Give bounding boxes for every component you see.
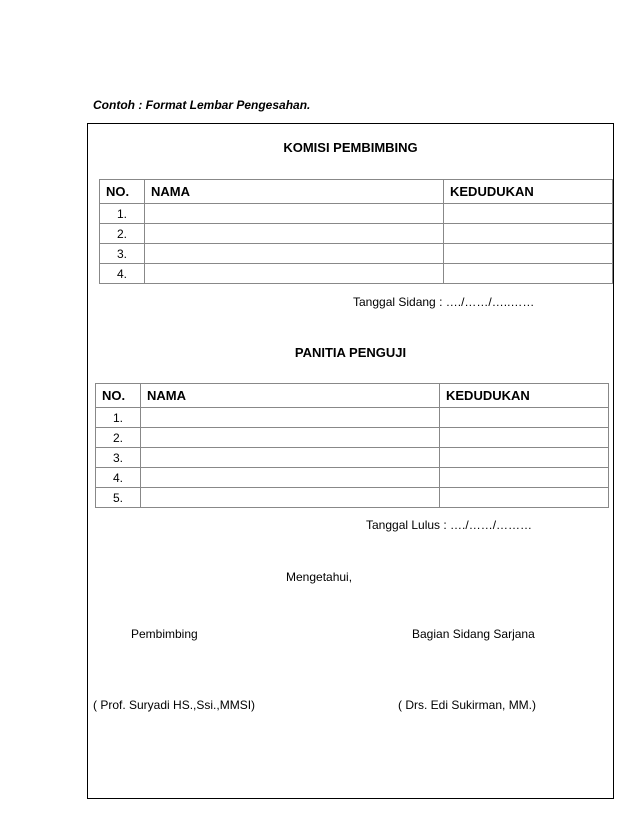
- header-no: NO.: [96, 384, 141, 408]
- kedudukan-cell: [444, 244, 613, 264]
- table-header-row: [96, 384, 609, 408]
- table-row: [96, 428, 609, 448]
- nama-cell: [141, 488, 440, 508]
- header-nama: NAMA: [145, 180, 444, 204]
- header-nama: NAMA: [141, 384, 440, 408]
- row-number: 2.: [96, 428, 141, 448]
- pembimbing-role: Pembimbing: [131, 627, 198, 641]
- bagian-sidang-name: ( Drs. Edi Sukirman, MM.): [398, 698, 537, 712]
- table-row: [100, 204, 613, 224]
- kedudukan-cell: [440, 428, 609, 448]
- header-kedudukan: KEDUDUKAN: [444, 180, 613, 204]
- table-row: [96, 448, 609, 468]
- row-number: 5.: [96, 488, 141, 508]
- nama-cell: [145, 204, 444, 224]
- table-row: [96, 488, 609, 508]
- row-number: 1.: [100, 204, 145, 224]
- table-row: [100, 244, 613, 264]
- row-number: 3.: [96, 448, 141, 468]
- nama-cell: [141, 448, 440, 468]
- pembimbing-name: ( Prof. Suryadi HS.,Ssi.,MMSI): [93, 698, 256, 712]
- row-number: 1.: [96, 408, 141, 428]
- nama-cell: [145, 244, 444, 264]
- panitia-table: [95, 383, 609, 508]
- table-row: [96, 468, 609, 488]
- nama-cell: [145, 224, 444, 244]
- mengetahui-label: Mengetahui,: [286, 570, 353, 584]
- panitia-title: PANITIA PENGUJI: [294, 345, 407, 360]
- kedudukan-cell: [444, 264, 613, 284]
- nama-cell: [141, 408, 440, 428]
- kedudukan-cell: [440, 488, 609, 508]
- kedudukan-cell: [440, 408, 609, 428]
- komisi-title: KOMISI PEMBIMBING: [283, 140, 418, 155]
- table-row: [100, 264, 613, 284]
- kedudukan-cell: [440, 448, 609, 468]
- komisi-table: [99, 179, 613, 284]
- header-kedudukan: KEDUDUKAN: [440, 384, 609, 408]
- row-number: 4.: [96, 468, 141, 488]
- approval-sheet-frame: [87, 123, 614, 799]
- document-caption: Contoh : Format Lembar Pengesahan.: [93, 98, 311, 112]
- tanggal-sidang: Tanggal Sidang : …./……/…..……: [353, 295, 535, 309]
- row-number: 2.: [100, 224, 145, 244]
- table-header-row: [100, 180, 613, 204]
- tanggal-lulus: Tanggal Lulus : …./……/………: [366, 518, 533, 532]
- bagian-sidang-role: Bagian Sidang Sarjana: [412, 627, 535, 641]
- header-no: NO.: [100, 180, 145, 204]
- kedudukan-cell: [444, 204, 613, 224]
- row-number: 4.: [100, 264, 145, 284]
- nama-cell: [145, 264, 444, 284]
- kedudukan-cell: [440, 468, 609, 488]
- kedudukan-cell: [444, 224, 613, 244]
- nama-cell: [141, 428, 440, 448]
- nama-cell: [141, 468, 440, 488]
- table-row: [100, 224, 613, 244]
- row-number: 3.: [100, 244, 145, 264]
- table-row: [96, 408, 609, 428]
